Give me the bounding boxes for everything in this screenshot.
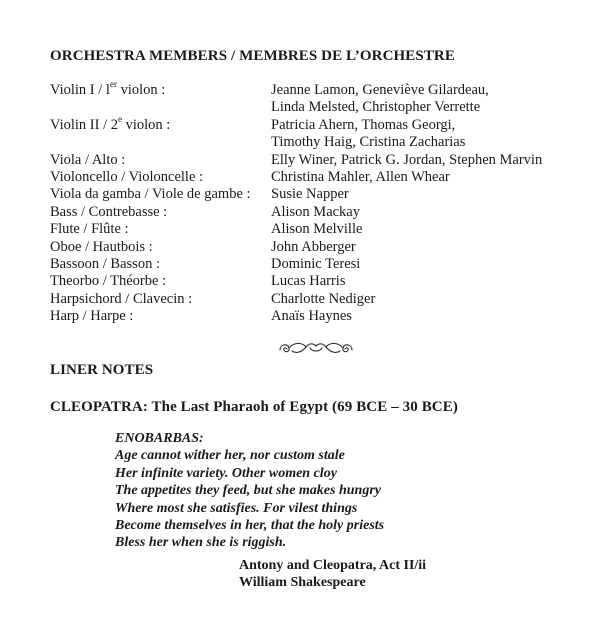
- player-names: Christina Mahler, Allen Whear: [271, 169, 450, 186]
- instrument-label: Bassoon / Basson :: [50, 256, 160, 273]
- roster-row-harp: [50, 308, 570, 325]
- roster-row-flute: [50, 221, 570, 238]
- player-names: Elly Winer, Patrick G. Jordan, Stephen Marvin: [271, 151, 543, 168]
- quote-line: Where most she satisfies. For vilest things: [115, 500, 358, 516]
- player-names: Patricia Ahern, Thomas Georgi, Timothy Haig, Cristina Zacharias: [271, 116, 466, 151]
- player-names: Dominic Teresi: [271, 256, 361, 273]
- instrument-label: Harp / Harpe :: [50, 308, 134, 325]
- quote-line: Age cannot wither her, nor custom stale: [115, 448, 345, 464]
- roster-row-bass: [50, 204, 570, 221]
- quote-line: Bless her when she is riggish.: [115, 535, 287, 551]
- quote-line: Become themselves in her, that the holy priests: [115, 518, 385, 534]
- roster-row-oboe: [50, 239, 570, 256]
- liner-notes-heading: LINER NOTES: [50, 362, 154, 378]
- player-names: Alison Melville: [271, 221, 363, 238]
- quote-line: The appetites they feed, but she makes hungry: [115, 483, 381, 499]
- player-names: Jeanne Lamon, Geneviève Gilardeau, Linda Melsted, Christopher Verrette: [271, 82, 489, 116]
- orchestra-roster: [50, 79, 570, 326]
- roster-row-viola-da-gamba: [50, 186, 570, 203]
- liner-notes-subtitle: CLEOPATRA: The Last Pharaoh of Egypt (69 BCE – 30 BCE): [50, 399, 458, 415]
- shakespeare-quote: [115, 430, 384, 552]
- player-names: Lucas Harris: [271, 273, 346, 290]
- quote-source: Antony and Cleopatra, Act II/ii: [239, 558, 427, 573]
- quote-author: William Shakespeare: [239, 575, 366, 591]
- player-names: Alison Mackay: [271, 203, 360, 220]
- instrument-label: Violin I / $l^{er}$ violon :: [50, 79, 166, 98]
- roster-row-violin-1: [50, 79, 570, 117]
- roster-row-violoncello: [50, 169, 570, 186]
- player-names: Susie Napper: [271, 186, 349, 203]
- instrument-label: Flute / Flûte :: [50, 221, 129, 238]
- instrument-label: Violoncello / Violoncelle :: [50, 169, 204, 186]
- quote-speaker: ENOBARBAS:: [115, 431, 204, 446]
- instrument-label: Viola da gamba / Viole de gambe :: [50, 186, 251, 203]
- player-names: John Abberger: [271, 238, 356, 255]
- player-names: Charlotte Nediger: [271, 290, 376, 307]
- quote-line: Her infinite variety. Other women cloy: [115, 465, 337, 481]
- instrument-label: Violin II / 2e violon :: [50, 113, 171, 133]
- roster-row-viola: [50, 152, 570, 169]
- roster-row-theorbo: [50, 273, 570, 290]
- instrument-label: Viola / Alto :: [50, 151, 126, 168]
- instrument-label: Bass / Contrebasse :: [50, 203, 168, 220]
- orchestra-heading: ORCHESTRA MEMBERS / MEMBRES DE L’ORCHESTRE: [50, 48, 455, 64]
- quote-attribution: [239, 557, 426, 592]
- roster-row-harpsichord: [50, 291, 570, 308]
- player-names: Anaïs Haynes: [271, 308, 352, 325]
- instrument-label: Theorbo / Théorbe :: [50, 273, 167, 290]
- instrument-label: Oboe / Hautbois :: [50, 238, 153, 255]
- roster-row-violin-2: [50, 113, 570, 152]
- roster-row-bassoon: [50, 256, 570, 273]
- instrument-label: Harpsichord / Clavecin :: [50, 290, 193, 307]
- scroll-flourish-icon: [276, 338, 356, 358]
